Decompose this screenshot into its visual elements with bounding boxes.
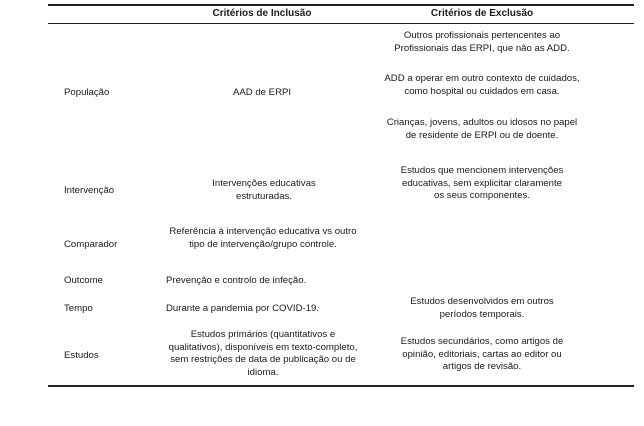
populacao-inclusion: AAD de ERPI bbox=[232, 87, 292, 98]
intervencao-exclusion: Estudos que mencionem intervenções educativas, sem explicitar claramente os seus componentes. bbox=[400, 165, 564, 202]
tempo-exclusion: Estudos desenvolvidos em outros períodos temporais. bbox=[410, 296, 554, 320]
bottom-rule bbox=[48, 385, 634, 387]
row-label-outcome: Outcome bbox=[64, 275, 103, 286]
outcome-inclusion: Prevenção e controlo de infeção. bbox=[166, 275, 307, 286]
row-label-intervencao: Intervenção bbox=[64, 185, 115, 196]
populacao-exclusion-1: Outros profissionais pertencentes ao Profissionais das ERPI, que não as ADD. bbox=[394, 30, 570, 54]
populacao-exclusion-2: ADD a operar em outro contexto de cuidados, como hospital ou cuidados em casa. bbox=[384, 73, 580, 97]
header-inclusion: Critérios de Inclusão bbox=[212, 8, 312, 19]
estudos-inclusion: Estudos primários (quantitativos e qualitativos), disponíveis em texto-completo, sem restrições de data de publicação ou de idioma. bbox=[168, 329, 358, 378]
estudos-exclusion: Estudos secundários, como artigos de opinião, editoriais, cartas ao editor ou artigos de revisão. bbox=[400, 336, 564, 373]
header-exclusion: Critérios de Exclusão bbox=[430, 8, 534, 19]
row-label-estudos: Estudos bbox=[64, 350, 99, 361]
intervencao-inclusion: Intervenções educativas estruturadas. bbox=[212, 178, 316, 202]
row-label-comparador: Comparador bbox=[64, 239, 118, 250]
header-rule bbox=[48, 23, 634, 24]
comparador-inclusion: Referência à intervenção educativa vs outro tipo de intervenção/grupo controle. bbox=[169, 226, 357, 250]
populacao-exclusion-3: Crianças, jovens, adultos ou idosos no papel de residente de ERPI ou de doente. bbox=[386, 117, 578, 141]
row-label-tempo: Tempo bbox=[64, 303, 93, 314]
top-rule bbox=[48, 4, 634, 6]
tempo-inclusion: Durante a pandemia por COVID-19. bbox=[166, 303, 320, 314]
row-label-populacao: População bbox=[64, 87, 110, 98]
